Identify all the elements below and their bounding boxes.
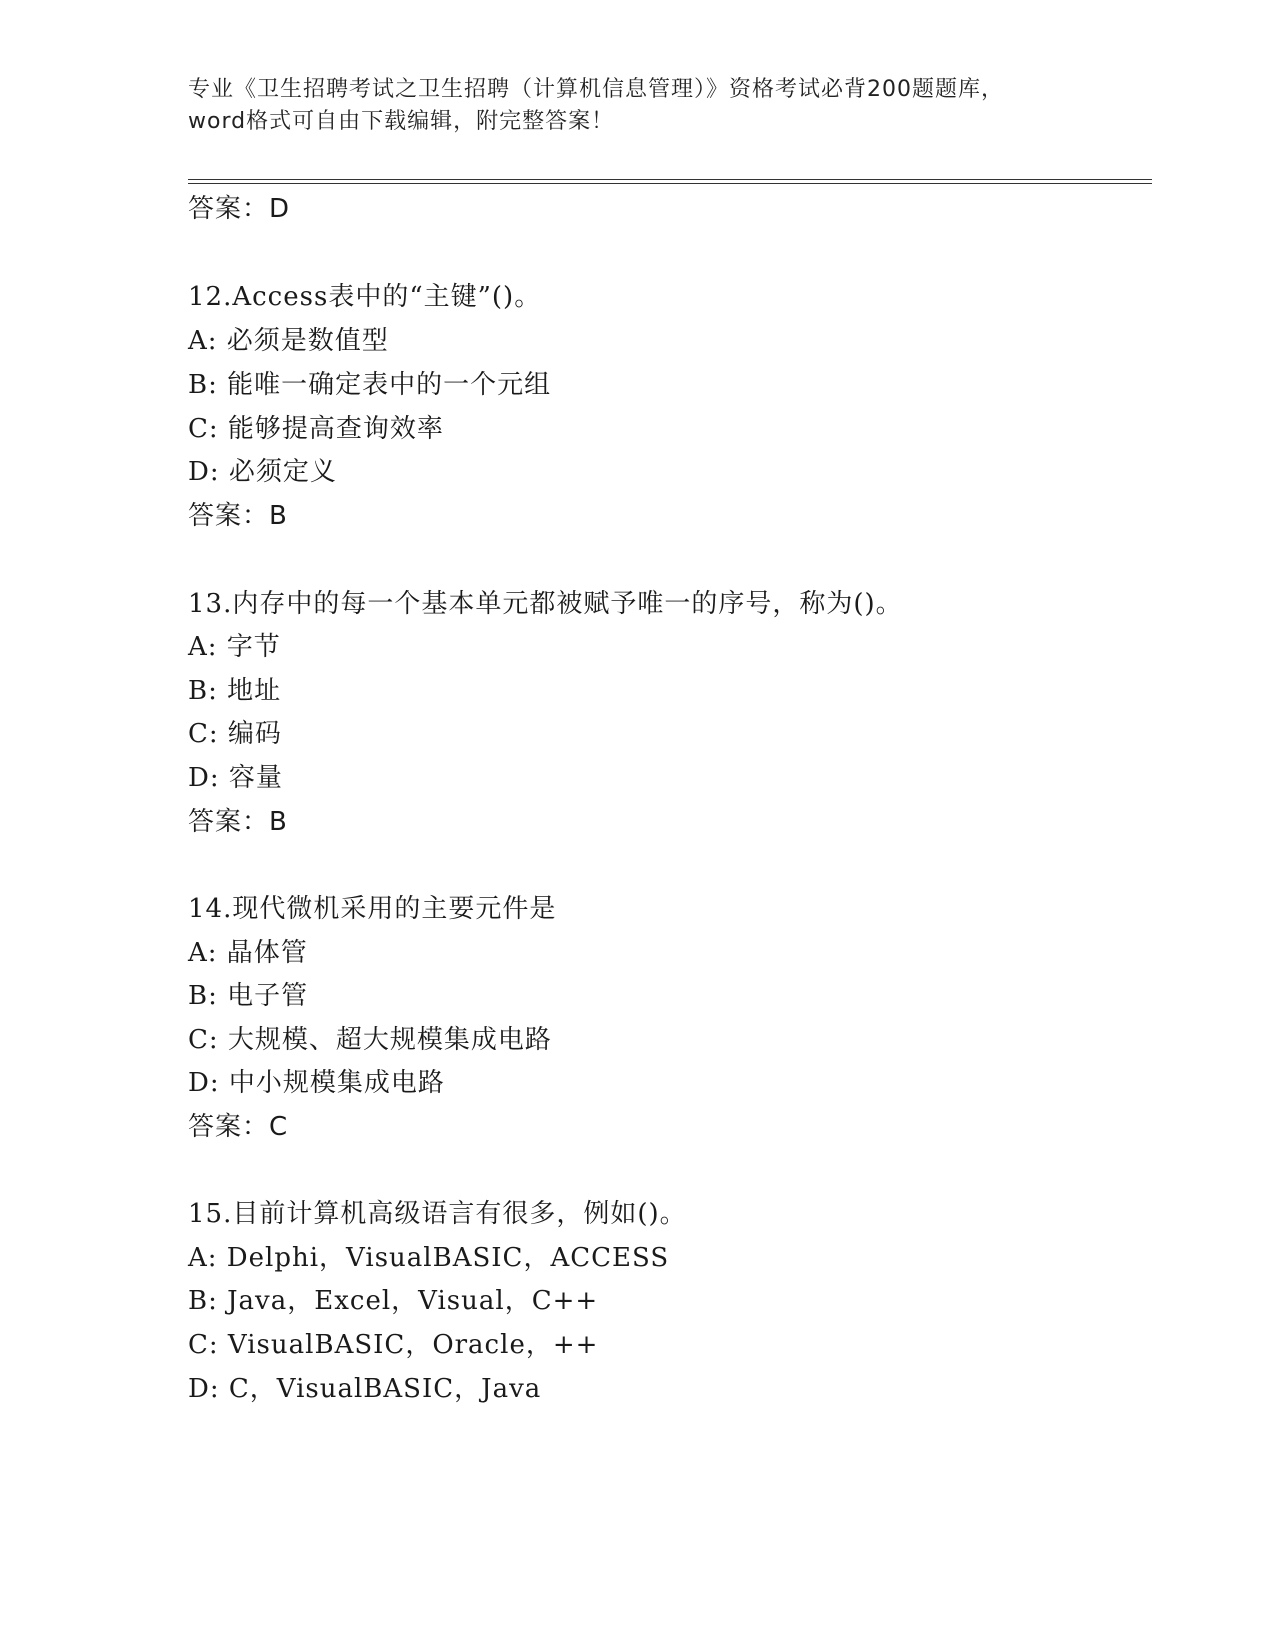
header-divider-bottom xyxy=(188,183,1152,184)
option-a-15: A: Delphi，VisualBASIC，ACCESS xyxy=(188,1243,670,1273)
option-a-12: A: 必须是数值型 xyxy=(188,326,389,356)
option-d-15: D: C，VisualBASIC，Java xyxy=(188,1374,542,1404)
option-b-14: B: 电子管 xyxy=(188,981,309,1011)
answer-prev: 答案：D xyxy=(188,194,291,224)
question-stem-12: 12.Access表中的“主键”()。 xyxy=(188,282,542,312)
answer-12: 答案：B xyxy=(188,501,288,531)
header-divider-top xyxy=(188,179,1152,180)
option-c-13: C: 编码 xyxy=(188,719,282,749)
question-stem-15: 15.目前计算机高级语言有很多，例如()。 xyxy=(188,1199,687,1229)
option-c-12: C: 能够提高查询效率 xyxy=(188,414,444,444)
option-c-14: C: 大规模、超大规模集成电路 xyxy=(188,1025,552,1055)
option-d-14: D: 中小规模集成电路 xyxy=(188,1068,445,1098)
option-c-15: C: VisualBASIC，Oracle，++ xyxy=(188,1330,599,1360)
option-b-12: B: 能唯一确定表中的一个元组 xyxy=(188,370,552,400)
answer-13: 答案：B xyxy=(188,807,288,837)
question-stem-14: 14.现代微机采用的主要元件是 xyxy=(188,894,557,924)
option-a-14: A: 晶体管 xyxy=(188,938,308,968)
option-d-12: D: 必须定义 xyxy=(188,457,337,487)
option-b-13: B: 地址 xyxy=(188,676,282,706)
option-d-13: D: 容量 xyxy=(188,763,283,793)
header-line-2: word格式可自由下载编辑，附完整答案！ xyxy=(188,109,615,134)
document-header xyxy=(188,74,1088,138)
answer-14: 答案：C xyxy=(188,1112,289,1142)
question-stem-13: 13.内存中的每一个基本单元都被赋予唯一的序号，称为()。 xyxy=(188,589,903,619)
header-line-1: 专业《卫生招聘考试之卫生招聘（计算机信息管理）》资格考试必背200题题库， xyxy=(188,77,1004,102)
option-a-13: A: 字节 xyxy=(188,632,281,662)
option-b-15: B: Java，Excel，Visual，C++ xyxy=(188,1286,599,1316)
